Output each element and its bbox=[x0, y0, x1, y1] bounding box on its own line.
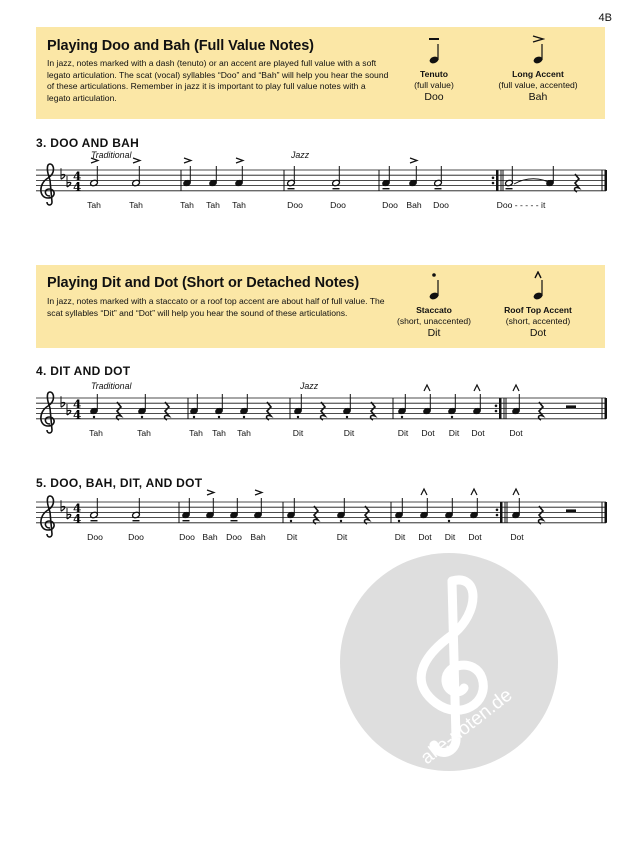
info-box-short-notes bbox=[36, 265, 605, 348]
quarter-rest-icon bbox=[539, 402, 543, 420]
lyric-syllable: Dit bbox=[448, 428, 460, 438]
rooftop-accent-icon bbox=[513, 385, 519, 391]
rooftop-accent-icon bbox=[513, 489, 519, 495]
final-barline bbox=[605, 170, 608, 191]
accent-icon bbox=[255, 490, 262, 495]
flat-icon bbox=[61, 403, 65, 408]
repeat-dot bbox=[492, 177, 495, 180]
staccato-icon bbox=[93, 416, 95, 418]
repeat-barline bbox=[499, 398, 502, 419]
flat-icon bbox=[67, 514, 71, 519]
accent-icon bbox=[133, 158, 140, 163]
repeat-dot bbox=[496, 509, 499, 512]
style-mark: Jazz bbox=[291, 150, 310, 160]
lyric-syllable: Tah bbox=[206, 200, 220, 210]
staccato-note-icon bbox=[427, 271, 441, 301]
info-box-full-value bbox=[36, 27, 605, 119]
staccato-icon bbox=[290, 520, 292, 522]
section-description: In jazz, notes marked with a dash (tenuto) or an accent are played full value with a soft legato articulation. The scat (vocal) syllables “Doo” and “Bah” will help you hear the sound of these articulations. Remember in jazz it is important to play full value notes with a legato articulation. bbox=[47, 58, 389, 103]
staccato-icon bbox=[398, 520, 400, 522]
lyric-syllable: Bah bbox=[250, 532, 266, 542]
articulation-tenuto: Tenuto (full value) Doo bbox=[380, 35, 488, 104]
quarter-rest-icon bbox=[321, 402, 325, 420]
lyric-syllable: Bah bbox=[406, 200, 422, 210]
time-signature-top: 4 bbox=[73, 501, 82, 516]
time-signature-bottom: 4 bbox=[73, 511, 82, 526]
lyric-syllable: Doo - - - - - it bbox=[496, 200, 546, 210]
staccato-icon bbox=[451, 416, 453, 418]
time-signature-bottom: 4 bbox=[73, 179, 82, 194]
lyric-syllable: Dit bbox=[286, 532, 298, 542]
staccato-icon bbox=[401, 416, 403, 418]
lyric-syllable: Doo bbox=[287, 200, 303, 210]
lyric-syllable: Dot bbox=[421, 428, 435, 438]
watermark-text: alle-noten.de bbox=[416, 684, 517, 769]
lyric-syllable: Dit bbox=[336, 532, 348, 542]
accent-note-icon bbox=[531, 35, 545, 65]
quarter-rest-icon bbox=[267, 402, 271, 420]
repeat-dot bbox=[496, 514, 499, 517]
section-title: Playing Dit and Dot (Short or Detached Notes) bbox=[47, 275, 360, 291]
section-description: In jazz, notes marked with a staccato or a roof top accent are about half of full value. The scat syllables “Dit” and “Dot” will help you hear the sound of these articulations. bbox=[47, 296, 385, 318]
rooftop-accent-icon bbox=[471, 489, 477, 495]
lyric-syllable: Bah bbox=[202, 532, 218, 542]
flat-icon bbox=[61, 175, 65, 180]
style-mark: Traditional bbox=[91, 381, 132, 391]
accent-icon bbox=[184, 158, 191, 163]
time-signature-top: 4 bbox=[73, 397, 82, 412]
repeat-dot bbox=[495, 405, 498, 408]
staccato-icon bbox=[243, 416, 245, 418]
lyric-syllable: Tah bbox=[212, 428, 226, 438]
tenuto-icon bbox=[333, 188, 340, 189]
section-title: Playing Doo and Bah (Full Value Notes) bbox=[47, 38, 314, 54]
final-barline bbox=[605, 502, 608, 523]
music-staff-exercise-5 bbox=[36, 494, 606, 542]
lyric-syllable: Dit bbox=[444, 532, 456, 542]
staccato-icon bbox=[297, 416, 299, 418]
lyric-syllable: Doo bbox=[382, 200, 398, 210]
half-rest-icon bbox=[566, 509, 576, 512]
lyric-syllable: Dit bbox=[394, 532, 406, 542]
quarter-rest-icon bbox=[314, 506, 318, 524]
lyric-syllable: Dit bbox=[292, 428, 304, 438]
tenuto-note-icon bbox=[427, 35, 441, 65]
quarter-rest-icon bbox=[165, 402, 169, 420]
lyric-syllable: Tah bbox=[129, 200, 143, 210]
quarter-rest-icon bbox=[117, 402, 121, 420]
tenuto-icon bbox=[91, 520, 98, 521]
accent-icon bbox=[236, 158, 243, 163]
music-staff-exercise-3 bbox=[36, 162, 606, 210]
lyric-syllable: Dot bbox=[509, 428, 523, 438]
rooftop-accent-icon bbox=[474, 385, 480, 391]
staccato-icon bbox=[340, 520, 342, 522]
lyric-syllable: Tah bbox=[232, 200, 246, 210]
lyric-syllable: Dot bbox=[468, 532, 482, 542]
staccato-icon bbox=[346, 416, 348, 418]
lyric-syllable: Doo bbox=[128, 532, 144, 542]
accent-icon bbox=[410, 158, 417, 163]
lyric-syllable: Dot bbox=[510, 532, 524, 542]
final-barline bbox=[605, 398, 608, 419]
flat-icon bbox=[67, 410, 71, 415]
quarter-rest-icon bbox=[371, 402, 375, 420]
quarter-rest-icon bbox=[365, 506, 369, 524]
time-signature-top: 4 bbox=[73, 169, 82, 184]
lyric-syllable: Doo bbox=[87, 532, 103, 542]
quarter-rest-icon bbox=[575, 174, 579, 192]
rooftop-accent-icon bbox=[424, 385, 430, 391]
music-staff-exercise-4 bbox=[36, 390, 606, 438]
flat-icon bbox=[61, 507, 65, 512]
flat-icon bbox=[67, 182, 71, 187]
rooftop-accent-note-icon bbox=[531, 271, 545, 301]
repeat-dot bbox=[492, 182, 495, 185]
lyric-syllable: Doo bbox=[226, 532, 242, 542]
lyric-syllable: Dit bbox=[397, 428, 409, 438]
exercise-title: 3. DOO AND BAH bbox=[36, 136, 140, 150]
repeat-barline bbox=[500, 502, 503, 523]
lyric-syllable: Dit bbox=[343, 428, 355, 438]
lyric-syllable: Dot bbox=[418, 532, 432, 542]
articulation-staccato: Staccato (short, unaccented) Dit bbox=[380, 271, 488, 340]
articulation-rooftop-accent: Roof Top Accent (short, accented) Dot bbox=[484, 271, 592, 340]
lyric-syllable: Doo bbox=[433, 200, 449, 210]
lyric-syllable: Tah bbox=[137, 428, 151, 438]
lyric-syllable: Tah bbox=[237, 428, 251, 438]
quarter-rest-icon bbox=[539, 506, 543, 524]
tenuto-icon bbox=[383, 188, 390, 189]
staccato-icon bbox=[141, 416, 143, 418]
staccato-icon bbox=[448, 520, 450, 522]
repeat-dot bbox=[495, 410, 498, 413]
tenuto-icon bbox=[288, 188, 295, 189]
lyric-syllable: Tah bbox=[189, 428, 203, 438]
tenuto-icon bbox=[435, 188, 442, 189]
lyric-syllable: Tah bbox=[180, 200, 194, 210]
page-number: 4B bbox=[598, 12, 612, 24]
half-rest-icon bbox=[566, 405, 576, 408]
lyric-syllable: Doo bbox=[179, 532, 195, 542]
style-mark: Traditional bbox=[91, 150, 132, 160]
tenuto-icon bbox=[183, 520, 190, 521]
lyric-syllable: Doo bbox=[330, 200, 346, 210]
tenuto-icon bbox=[231, 520, 238, 521]
tenuto-icon bbox=[506, 188, 513, 189]
staccato-icon bbox=[218, 416, 220, 418]
style-mark: Jazz bbox=[300, 381, 319, 391]
watermark-logo bbox=[340, 553, 558, 771]
staccato-icon bbox=[193, 416, 195, 418]
rooftop-accent-icon bbox=[421, 489, 427, 495]
accent-icon bbox=[207, 490, 214, 495]
lyric-syllable: Dot bbox=[471, 428, 485, 438]
lyric-syllable: Tah bbox=[89, 428, 103, 438]
exercise-title: 5. DOO, BAH, DIT, AND DOT bbox=[36, 476, 203, 490]
lyric-syllable: Tah bbox=[87, 200, 101, 210]
exercise-title: 4. DIT AND DOT bbox=[36, 364, 131, 378]
tenuto-icon bbox=[133, 520, 140, 521]
articulation-long-accent: Long Accent (full value, accented) Bah bbox=[484, 35, 592, 104]
time-signature-bottom: 4 bbox=[73, 407, 82, 422]
repeat-barline bbox=[496, 170, 499, 191]
